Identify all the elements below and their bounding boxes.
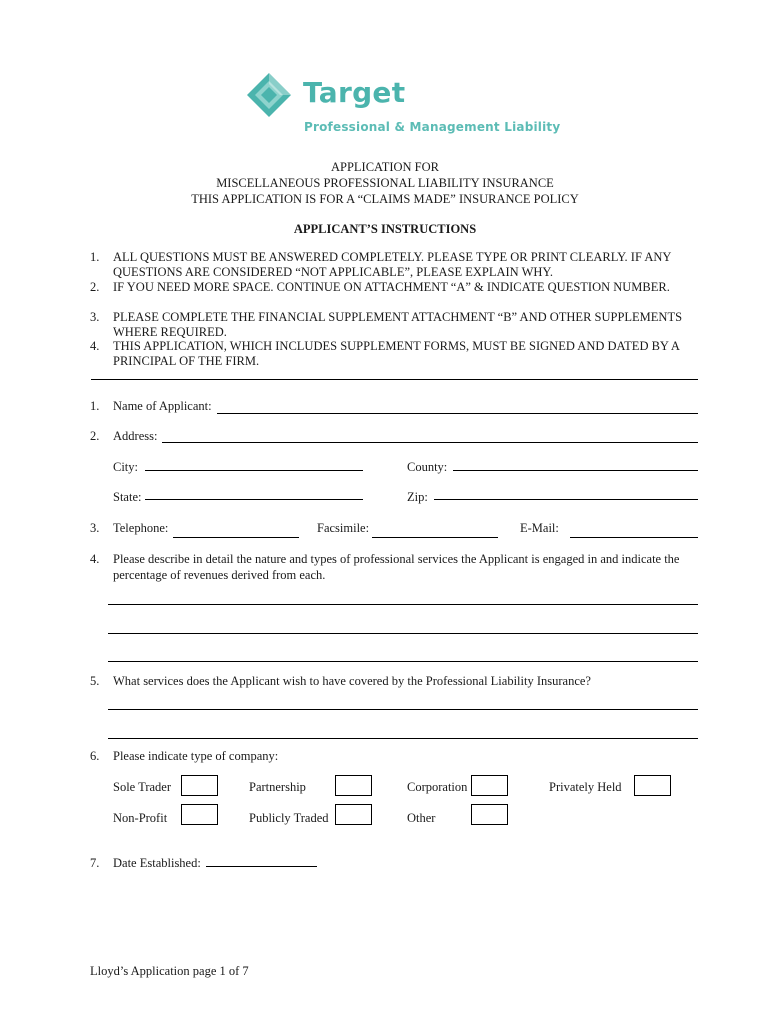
- instruction-number: 1.: [90, 250, 100, 264]
- date-established-field[interactable]: [206, 866, 317, 867]
- option-label-privately-held: Privately Held: [549, 780, 622, 794]
- name-of-applicant-field[interactable]: [217, 413, 698, 414]
- q5-number: 5.: [90, 674, 100, 688]
- q4-answer-line[interactable]: [108, 661, 698, 662]
- q5-answer-line[interactable]: [108, 738, 698, 739]
- title-line-2: MISCELLANEOUS PROFESSIONAL LIABILITY INSURANCE: [216, 176, 554, 190]
- checkbox-partnership[interactable]: [335, 775, 372, 796]
- telephone-field[interactable]: [173, 537, 299, 538]
- q4-number: 4.: [90, 552, 100, 566]
- option-label-partnership: Partnership: [249, 780, 306, 794]
- email-field[interactable]: [570, 537, 698, 538]
- instruction-text: ALL QUESTIONS MUST BE ANSWERED COMPLETELY. PLEASE TYPE OR PRINT CLEARLY. IF ANY QUESTIONS ARE CONSIDERED “NOT APPLICABLE”, PLEASE EXPLAIN WHY.: [113, 250, 671, 279]
- brand-name: Target: [303, 76, 406, 109]
- date-established-label: Date Established:: [113, 856, 201, 870]
- instruction-number: 3.: [90, 310, 100, 324]
- state-label: State:: [113, 490, 142, 504]
- q6-question: Please indicate type of company:: [113, 749, 279, 763]
- q4-answer-line[interactable]: [108, 604, 698, 605]
- page-footer: Lloyd’s Application page 1 of 7: [90, 964, 249, 978]
- facsimile-label: Facsimile:: [317, 521, 370, 535]
- option-label-sole-trader: Sole Trader: [113, 780, 171, 794]
- city-label: City:: [113, 460, 139, 474]
- county-label: County:: [407, 460, 448, 474]
- address-label: Address:: [113, 429, 158, 443]
- zip-field[interactable]: [434, 499, 698, 500]
- q1-number: 1.: [90, 399, 100, 413]
- city-field[interactable]: [145, 470, 363, 471]
- email-label: E-Mail:: [520, 521, 559, 535]
- option-label-other: Other: [407, 811, 436, 825]
- title-line-1: APPLICATION FOR: [330, 160, 439, 174]
- q4-question: Please describe in detail the nature and types of professional services the Applicant is engaged in and indicate the percentage of revenues derived from each.: [113, 552, 680, 582]
- zip-label: Zip:: [407, 490, 428, 504]
- q6-number: 6.: [90, 749, 100, 763]
- telephone-label: Telephone:: [113, 521, 169, 535]
- county-field[interactable]: [453, 470, 698, 471]
- checkbox-other[interactable]: [471, 804, 508, 825]
- q4-answer-line[interactable]: [108, 633, 698, 634]
- name-of-applicant-label: Name of Applicant:: [113, 399, 212, 413]
- q2-number: 2.: [90, 429, 100, 443]
- option-label-non-profit: Non-Profit: [113, 811, 168, 825]
- instruction-number: 2.: [90, 280, 100, 294]
- facsimile-field[interactable]: [372, 537, 498, 538]
- q3-number: 3.: [90, 521, 100, 535]
- q5-question: What services does the Applicant wish to have covered by the Professional Liability Insurance?: [113, 674, 591, 688]
- instruction-text: IF YOU NEED MORE SPACE. CONTINUE ON ATTACHMENT “A” & INDICATE QUESTION NUMBER.: [113, 280, 670, 294]
- diamond-logo-icon: [246, 72, 292, 118]
- brand-tagline: Professional & Management Liability: [304, 120, 561, 134]
- state-field[interactable]: [145, 499, 363, 500]
- title-line-3: THIS APPLICATION IS FOR A “CLAIMS MADE” INSURANCE POLICY: [191, 192, 579, 206]
- instruction-text: PLEASE COMPLETE THE FINANCIAL SUPPLEMENT ATTACHMENT “B” AND OTHER SUPPLEMENTS WHERE REQUIRED.: [113, 310, 683, 339]
- address-field[interactable]: [162, 442, 698, 443]
- q7-number: 7.: [90, 856, 100, 870]
- checkbox-sole-trader[interactable]: [181, 775, 218, 796]
- checkbox-publicly-traded[interactable]: [335, 804, 372, 825]
- option-label-corporation: Corporation: [407, 780, 468, 794]
- checkbox-non-profit[interactable]: [181, 804, 218, 825]
- instruction-number: 4.: [90, 339, 100, 353]
- q5-answer-line[interactable]: [108, 709, 698, 710]
- instructions-heading: APPLICANT’S INSTRUCTIONS: [293, 222, 477, 236]
- option-label-publicly-traded: Publicly Traded: [249, 811, 329, 825]
- checkbox-privately-held[interactable]: [634, 775, 671, 796]
- section-divider: [91, 379, 698, 380]
- checkbox-corporation[interactable]: [471, 775, 508, 796]
- instruction-text: THIS APPLICATION, WHICH INCLUDES SUPPLEMENT FORMS, MUST BE SIGNED AND DATED BY A PRINCIPAL OF THE FIRM.: [113, 339, 680, 368]
